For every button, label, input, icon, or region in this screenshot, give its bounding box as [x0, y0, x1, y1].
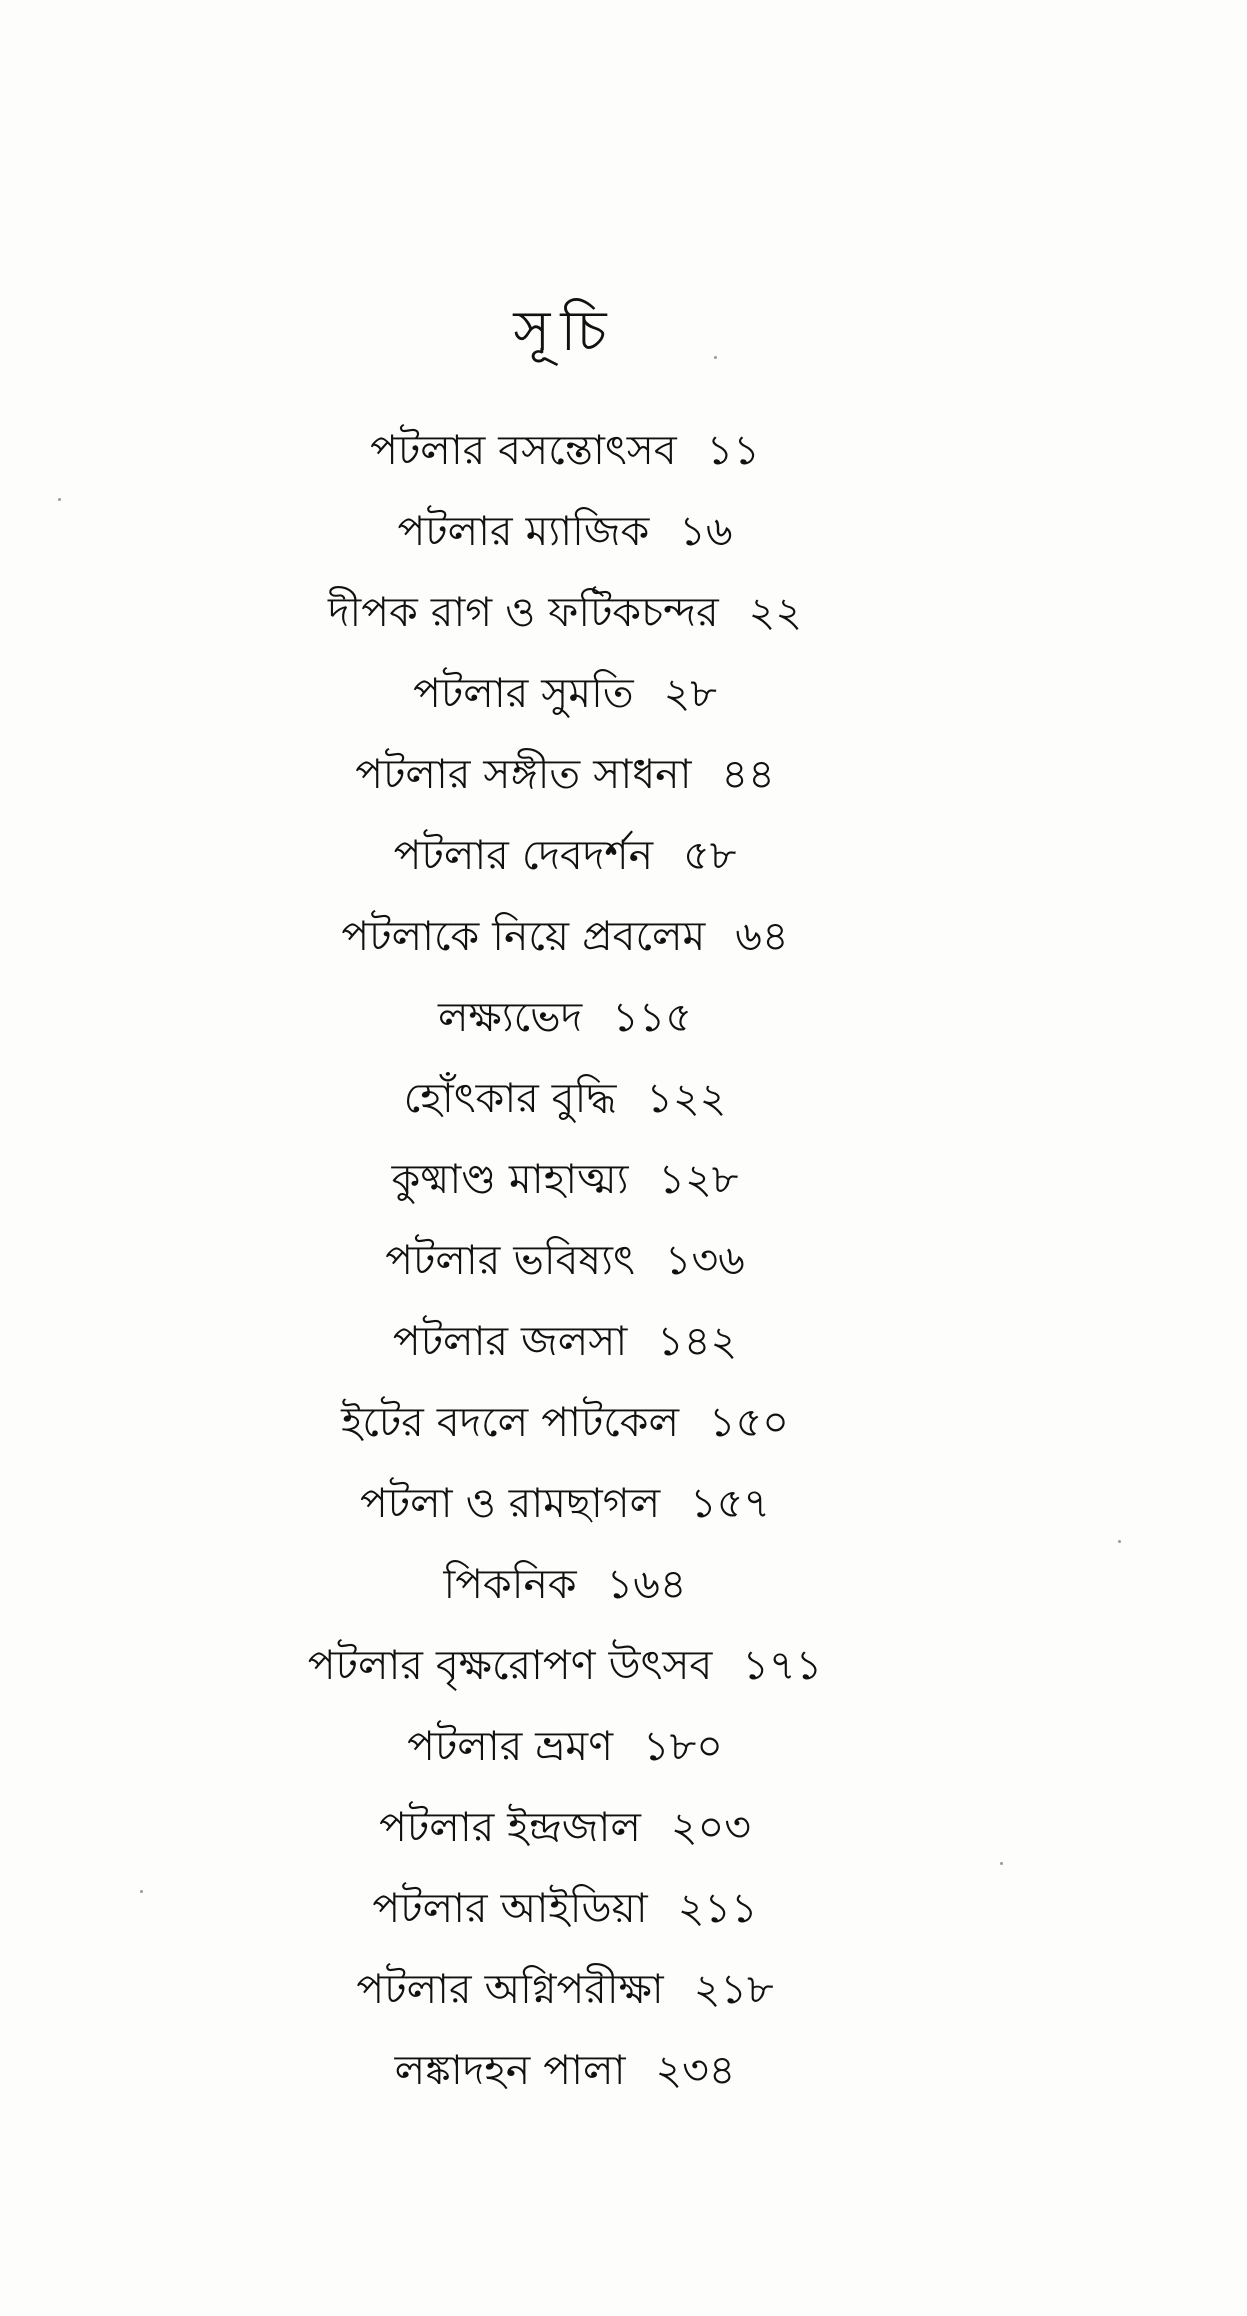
toc-page-number: ২৩৪	[655, 2046, 736, 2094]
toc-page-number: ২১৮	[693, 1965, 774, 2013]
toc-title: কুষ্মাণ্ড মাহাত্ম্য	[391, 1155, 629, 1203]
toc-entry	[0, 734, 1130, 815]
paper-speck	[714, 356, 717, 359]
toc-page-number: ১৫০	[709, 1398, 789, 1446]
toc-entry	[0, 410, 1130, 491]
toc-entry	[0, 1706, 1130, 1787]
paper-speck	[140, 1890, 143, 1893]
toc-title: পটলার সঙ্গীত সাধনা	[355, 750, 692, 798]
toc-entry	[0, 1949, 1130, 2030]
toc-entry	[0, 1220, 1130, 1301]
toc-title: পটলার দেবদর্শন	[393, 831, 654, 879]
toc-entry	[0, 572, 1130, 653]
toc-title: লক্ষ্যভেদ	[437, 993, 583, 1041]
toc-entry	[0, 1382, 1130, 1463]
toc-title: পটলার বসন্তোৎসব	[370, 426, 677, 474]
toc-page-number: ১৪২	[657, 1317, 738, 1365]
toc-entry	[0, 977, 1130, 1058]
toc-title: পিকনিক	[443, 1560, 577, 1608]
toc-page-number: ১১	[706, 426, 760, 474]
toc-page-number: ২২	[748, 588, 802, 636]
toc-entry	[0, 1301, 1130, 1382]
toc-page-number: ১৩৬	[664, 1236, 745, 1284]
toc-entry	[0, 1787, 1130, 1868]
toc-entry	[0, 653, 1130, 734]
toc-entry	[0, 896, 1130, 977]
toc-title: পটলার ম্যাজিক	[397, 507, 650, 555]
toc-entry	[0, 1139, 1130, 1220]
toc-page-number: ২৮	[663, 669, 717, 717]
toc-page-number: ১৭১	[742, 1641, 823, 1689]
toc-title: পটলাকে নিয়ে প্রবলেম	[341, 912, 706, 960]
toc-title: পটলা ও রামছাগল	[359, 1479, 661, 1527]
toc-title: পটলার সুমতি	[413, 669, 634, 717]
toc-title: পটলার আইডিয়া	[372, 1884, 648, 1932]
toc-page-number: ১৫৭	[690, 1479, 771, 1527]
paper-speck	[58, 498, 61, 501]
toc-entry	[0, 1868, 1130, 1949]
toc-title: পটলার ভ্রমণ	[407, 1722, 613, 1770]
toc-entry	[0, 491, 1130, 572]
toc-page-number: ২০৩	[670, 1803, 751, 1851]
toc-page-number: ২১১	[677, 1884, 758, 1932]
toc-page-number: ৬৪	[735, 912, 789, 960]
toc-page-number: ১৬৪	[606, 1560, 687, 1608]
contents-heading: সূচি	[513, 299, 617, 364]
toc-title: পটলার অগ্নিপরীক্ষা	[356, 1965, 664, 2013]
paper-speck	[1118, 1540, 1121, 1543]
toc-title: দীপক রাগ ও ফটিকচন্দর	[328, 588, 719, 636]
toc-entry	[0, 1058, 1130, 1139]
toc-page-number: ১৬	[679, 507, 733, 555]
toc-entry	[0, 1625, 1130, 1706]
toc-page-number: ৪৪	[721, 750, 775, 798]
toc-title: পটলার ভবিষ্যৎ	[385, 1236, 635, 1284]
toc-page-number: ১২৮	[658, 1155, 739, 1203]
toc-page-number: ১২২	[646, 1074, 727, 1122]
toc-page-number: ১১৫	[612, 993, 693, 1041]
paper-speck	[1000, 1862, 1003, 1865]
table-of-contents	[0, 410, 1130, 2111]
toc-title: ইটের বদলে পাটকেল	[341, 1398, 680, 1446]
toc-entry	[0, 1544, 1130, 1625]
toc-page-number: ১৮০	[643, 1722, 723, 1770]
toc-page-number: ৫৮	[683, 831, 737, 879]
toc-title: পটলার জলসা	[392, 1317, 628, 1365]
toc-title: পটলার বৃক্ষরোপণ উৎসব	[307, 1641, 713, 1689]
toc-entry	[0, 2030, 1130, 2111]
toc-entry	[0, 815, 1130, 896]
toc-title: লঙ্কাদহন পালা	[394, 2046, 626, 2094]
toc-title: পটলার ইন্দ্রজাল	[379, 1803, 641, 1851]
toc-title: হোঁৎকার বুদ্ধি	[403, 1074, 617, 1122]
toc-entry	[0, 1463, 1130, 1544]
